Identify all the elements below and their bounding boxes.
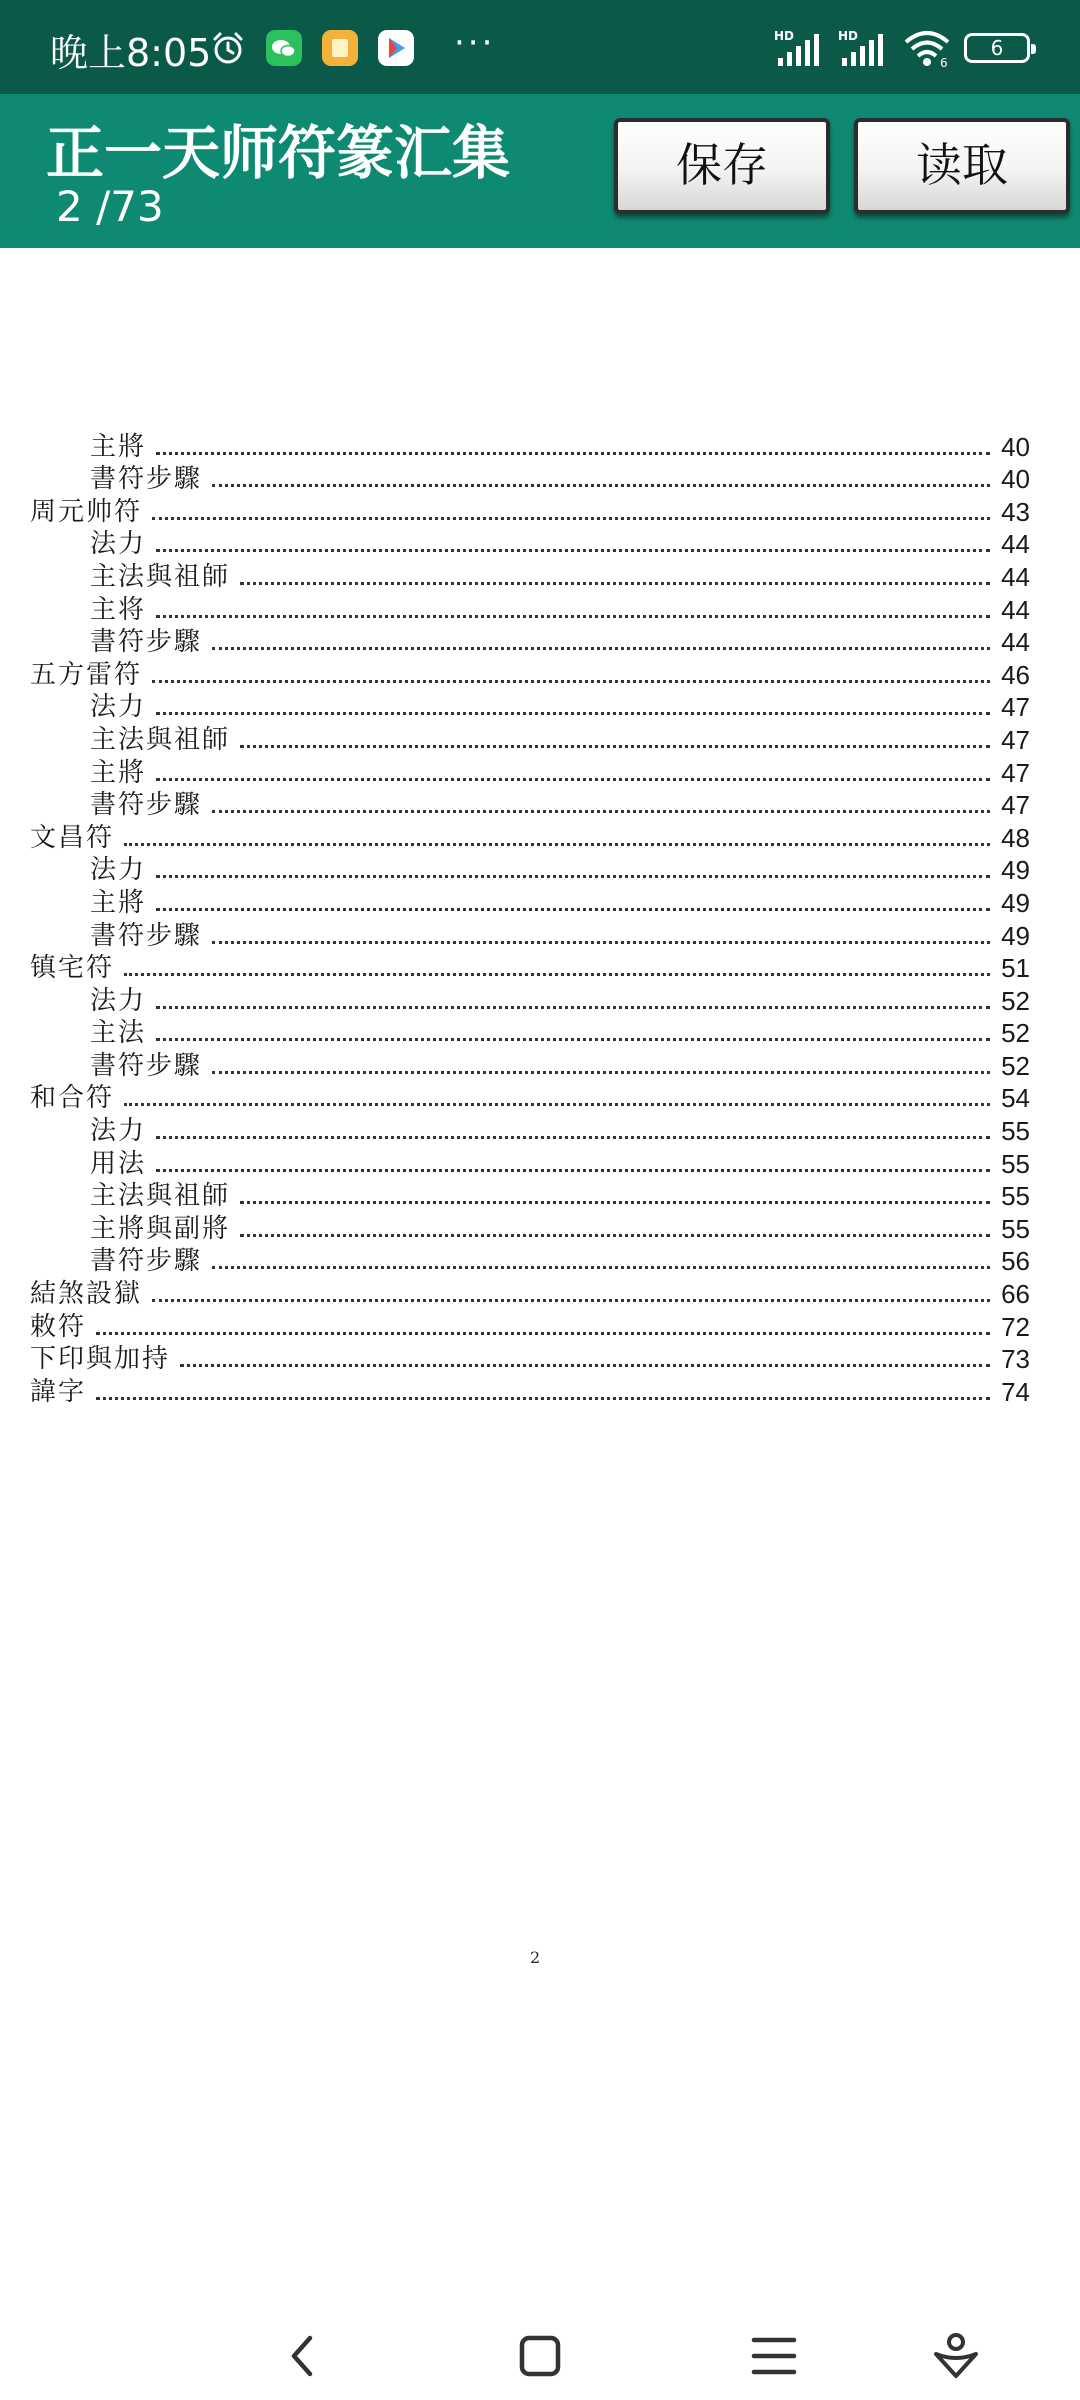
toc-entry [30, 560, 1030, 593]
toc-dot-leader [124, 1103, 990, 1106]
toc-entry-label: 書符步驟 [90, 1246, 203, 1277]
toc-entry [30, 626, 1030, 659]
navigation-bar [0, 2300, 1080, 2400]
hd-signal-icon [838, 28, 890, 68]
toc-entry-label: 镇宅符 [30, 953, 115, 984]
toc-entry-label: 書符步驟 [90, 920, 203, 951]
toc-entry [30, 1049, 1030, 1082]
toc-entry-label: 主法與祖師 [90, 724, 231, 755]
toc-entry-page: 44 [1001, 561, 1030, 592]
more-notifications-icon: ··· [454, 23, 496, 63]
toc-entry-page: 55 [1001, 1181, 1030, 1212]
notes-app-icon [322, 30, 358, 66]
toc-entry-label: 法力 [90, 1116, 147, 1147]
toc-entry-label: 主将 [90, 594, 147, 625]
toc-entry-page: 47 [1001, 724, 1030, 755]
toc-entry [30, 1017, 1030, 1050]
toc-entry-label: 結煞設獄 [30, 1279, 143, 1310]
toc-entry [30, 756, 1030, 789]
toc-entry-page: 55 [1001, 1116, 1030, 1147]
toc-dot-leader [212, 810, 990, 813]
toc-entry-page: 44 [1001, 594, 1030, 625]
toc-entry [30, 821, 1030, 854]
toc-entry [30, 1245, 1030, 1278]
toc-entry-page: 44 [1001, 627, 1030, 658]
toc-entry-page: 54 [1001, 1083, 1030, 1114]
toc-entry-label: 文昌符 [30, 822, 115, 853]
status-time: 晚上8:05 [50, 31, 212, 75]
toc-entry-page: 49 [1001, 920, 1030, 951]
assistant-icon[interactable] [928, 2328, 984, 2384]
toc-entry-label: 和合符 [30, 1083, 115, 1114]
toc-dot-leader [156, 1136, 990, 1139]
toc-entry-label: 用法 [90, 1148, 147, 1179]
toc-dot-leader [156, 549, 990, 552]
toc-dot-leader [156, 1038, 990, 1041]
alarm-icon [210, 30, 246, 66]
svg-text:HD: HD [774, 29, 795, 43]
toc-entry-page: 43 [1001, 496, 1030, 527]
toc-dot-leader [212, 647, 990, 650]
toc-dot-leader [212, 1071, 990, 1074]
toc-entry-page: 47 [1001, 757, 1030, 788]
document-page[interactable] [0, 248, 1080, 2298]
toc-dot-leader [240, 745, 990, 748]
toc-dot-leader [124, 973, 990, 976]
toc-entry-label: 敕符 [30, 1311, 87, 1342]
toc-entry-label: 法力 [90, 855, 147, 886]
toc-entry-label: 法力 [90, 692, 147, 723]
table-of-contents [30, 430, 1030, 1408]
notification-icons [210, 23, 496, 66]
toc-entry-page: 74 [1001, 1376, 1030, 1407]
back-icon[interactable] [276, 2328, 332, 2384]
toc-entry-label: 書符步驟 [90, 464, 203, 495]
toc-entry-label: 下印與加持 [30, 1344, 171, 1375]
toc-entry [30, 854, 1030, 887]
toc-entry-label: 諱字 [30, 1376, 87, 1407]
toc-entry [30, 658, 1030, 691]
toc-dot-leader [96, 1397, 990, 1400]
battery-icon [964, 33, 1030, 63]
toc-dot-leader [212, 484, 990, 487]
toc-entry [30, 495, 1030, 528]
toc-dot-leader [156, 712, 990, 715]
battery-level: 6 [990, 36, 1004, 60]
app-title: 正一天师符篆汇集 [46, 119, 511, 187]
menu-icon[interactable] [746, 2328, 802, 2384]
toc-entry [30, 1147, 1030, 1180]
toc-dot-leader [240, 582, 990, 585]
wechat-icon [266, 30, 302, 66]
toc-entry-label: 法力 [90, 529, 147, 560]
toc-entry-label: 主將與副將 [90, 1213, 231, 1244]
toc-entry [30, 723, 1030, 756]
toc-entry [30, 463, 1030, 496]
load-button[interactable]: 读取 [854, 118, 1070, 214]
hd-signal-icon [774, 28, 826, 68]
toc-entry-page: 44 [1001, 529, 1030, 560]
toc-entry [30, 1343, 1030, 1376]
play-store-icon [378, 30, 414, 66]
toc-entry-label: 五方雷符 [30, 659, 143, 690]
toc-entry-page: 73 [1001, 1344, 1030, 1375]
toc-entry [30, 984, 1030, 1017]
toc-entry [30, 1310, 1030, 1343]
toc-dot-leader [96, 1332, 990, 1335]
toc-entry [30, 1212, 1030, 1245]
toc-dot-leader [152, 680, 990, 683]
toc-entry-page: 40 [1001, 464, 1030, 495]
toc-entry-page: 55 [1001, 1148, 1030, 1179]
toc-entry-page: 49 [1001, 887, 1030, 918]
toc-entry-page: 66 [1001, 1279, 1030, 1310]
toc-entry [30, 1375, 1030, 1408]
toc-entry-page: 49 [1001, 855, 1030, 886]
toc-entry-page: 55 [1001, 1213, 1030, 1244]
toc-entry [30, 1082, 1030, 1115]
toc-entry-label: 主法與祖師 [90, 1181, 231, 1212]
toc-dot-leader [152, 517, 990, 520]
toc-dot-leader [152, 1299, 990, 1302]
toc-entry [30, 1180, 1030, 1213]
toc-entry [30, 919, 1030, 952]
toc-entry [30, 528, 1030, 561]
toc-entry [30, 1114, 1030, 1147]
wifi-icon [902, 28, 952, 68]
status-bar [0, 0, 1080, 94]
page-counter: 2 /73 [56, 182, 164, 231]
save-button[interactable]: 保存 [614, 118, 830, 214]
toc-dot-leader [156, 1006, 990, 1009]
toc-dot-leader [180, 1364, 990, 1367]
toc-entry [30, 789, 1030, 822]
toc-dot-leader [212, 941, 990, 944]
toc-entry [30, 593, 1030, 626]
toc-dot-leader [156, 778, 990, 781]
toc-entry-page: 56 [1001, 1246, 1030, 1277]
toc-entry-label: 主將 [90, 431, 147, 462]
home-icon[interactable] [512, 2328, 568, 2384]
svg-text:6: 6 [940, 56, 948, 68]
toc-dot-leader [156, 1169, 990, 1172]
toc-entry-page: 40 [1001, 431, 1030, 462]
toc-entry [30, 691, 1030, 724]
toc-entry-label: 周元帅符 [30, 496, 143, 527]
app-header [0, 94, 1080, 248]
toc-entry-label: 主將 [90, 757, 147, 788]
toc-entry-page: 47 [1001, 692, 1030, 723]
toc-entry [30, 1277, 1030, 1310]
toc-entry-page: 52 [1001, 1018, 1030, 1049]
toc-dot-leader [156, 908, 990, 911]
toc-dot-leader [240, 1234, 990, 1237]
toc-entry [30, 430, 1030, 463]
toc-entry-page: 48 [1001, 822, 1030, 853]
toc-entry-page: 52 [1001, 1050, 1030, 1081]
toc-entry [30, 886, 1030, 919]
svg-text:HD: HD [838, 29, 859, 43]
toc-dot-leader [156, 875, 990, 878]
toc-entry-page: 72 [1001, 1311, 1030, 1342]
toc-dot-leader [212, 1266, 990, 1269]
toc-entry-page: 46 [1001, 659, 1030, 690]
toc-entry-label: 書符步驟 [90, 1050, 203, 1081]
toc-entry-page: 52 [1001, 985, 1030, 1016]
toc-entry-label: 書符步驟 [90, 790, 203, 821]
toc-entry-label: 主將 [90, 887, 147, 918]
toc-dot-leader [156, 452, 990, 455]
toc-entry-page: 47 [1001, 790, 1030, 821]
toc-entry-label: 主法 [90, 1018, 147, 1049]
toc-entry-label: 書符步驟 [90, 627, 203, 658]
toc-dot-leader [240, 1201, 990, 1204]
system-icons [774, 28, 1030, 68]
toc-entry-label: 法力 [90, 985, 147, 1016]
toc-entry [30, 952, 1030, 985]
page-footer-number: 2 [530, 1948, 541, 1967]
toc-entry-label: 主法與祖師 [90, 561, 231, 592]
toc-dot-leader [124, 843, 990, 846]
toc-dot-leader [156, 615, 990, 618]
toc-entry-page: 51 [1001, 953, 1030, 984]
